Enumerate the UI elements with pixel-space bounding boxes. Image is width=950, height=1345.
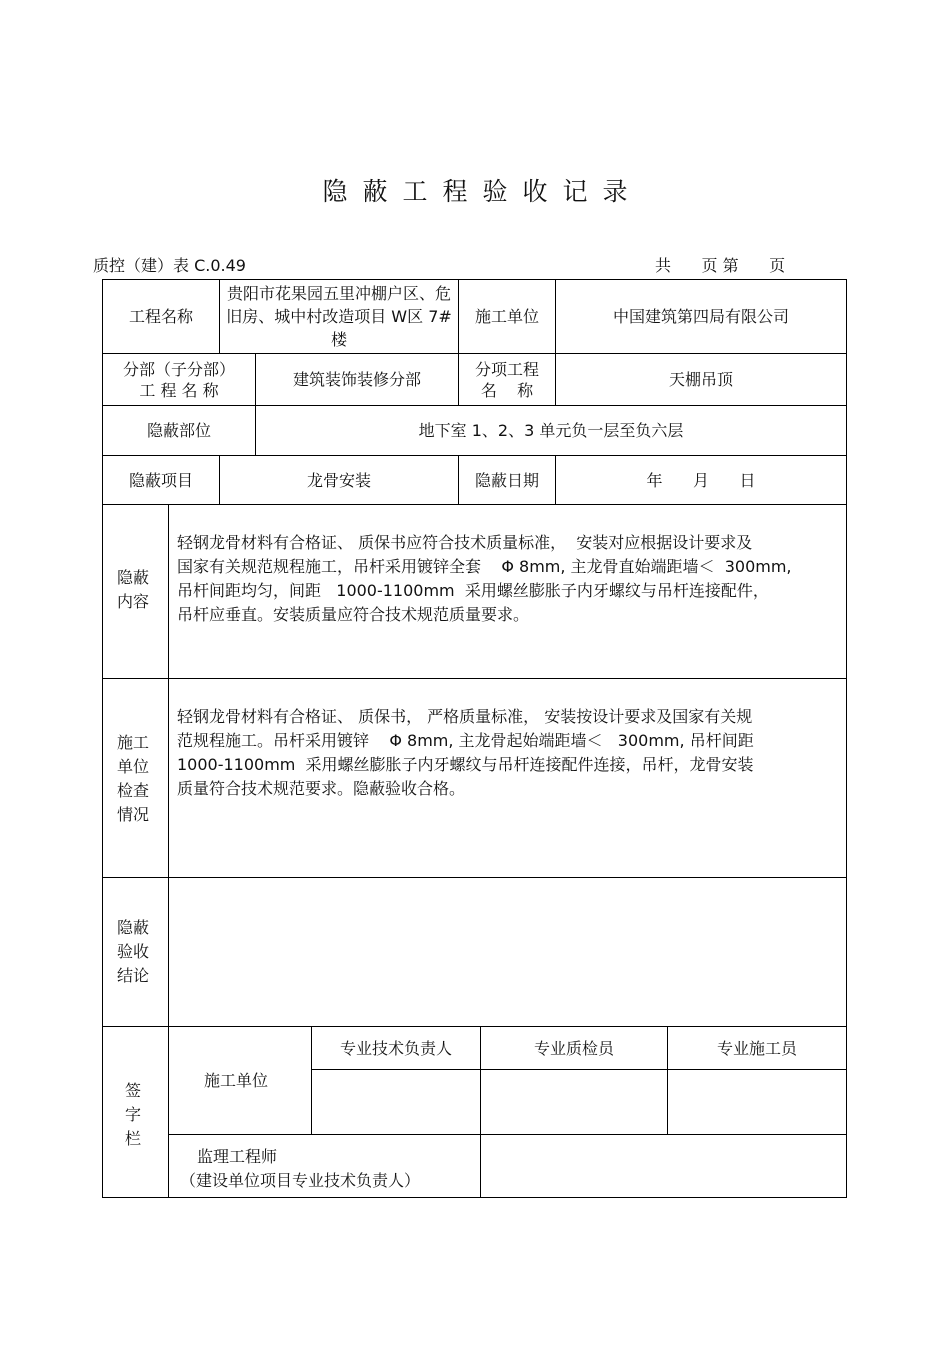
table-border-bottom <box>102 1197 847 1198</box>
page-counter: 共 页 第 页 <box>655 256 786 275</box>
signature-label <box>108 1079 158 1151</box>
supervisor-signature-field[interactable] <box>481 1135 846 1197</box>
construction-unit-label: 施工单位 <box>474 307 539 326</box>
signature-label-line: 签 <box>124 1081 141 1100</box>
table-border-right <box>846 279 847 1198</box>
project-name-value: 贵阳市花果园五里冲棚户区、危旧房、城中村改造项目 W区 7#楼 <box>226 284 452 349</box>
table-rule <box>102 504 847 505</box>
tech-lead-header: 专业技术负责人 <box>339 1038 452 1058</box>
quality-inspector-signature-field[interactable] <box>481 1070 667 1134</box>
signature-construction-unit: 施工单位 <box>203 1071 268 1090</box>
tech-lead-signature-field[interactable] <box>312 1070 480 1134</box>
signature-label-line: 字 <box>124 1105 141 1124</box>
quality-inspector-header: 专业质检员 <box>533 1038 614 1058</box>
form-number: 质控（建）表 C.0.49 <box>93 256 246 275</box>
hidden-location-value: 地下室 1、2、3 单元负一层至负六层 <box>418 421 684 440</box>
content-text <box>177 531 845 627</box>
inspection-label-line: 情况 <box>116 805 149 824</box>
table-rule <box>219 279 220 353</box>
division-label-line2: 工 程 名 称 <box>139 380 219 400</box>
conclusion-field[interactable] <box>169 878 846 1026</box>
inspection-line: 质量符合技术规范要求。隐蔽验收合格。 <box>177 779 466 798</box>
signature-label-line: 栏 <box>124 1129 141 1148</box>
content-label-line: 内容 <box>116 592 149 611</box>
inspection-label-line: 检查 <box>116 781 149 800</box>
subitem-value: 天棚吊顶 <box>668 370 733 389</box>
conclusion-label-line: 验收 <box>116 942 149 961</box>
conclusion-label-line: 结论 <box>116 966 149 985</box>
constructor-signature-field[interactable] <box>668 1070 846 1134</box>
content-line: 吊杆应垂直。安装质量应符合技术规范质量要求。 <box>177 605 530 624</box>
page-title: 隐蔽工程验收记录 <box>322 177 643 206</box>
division-label <box>103 354 255 405</box>
division-label-line1: 分部（子分部） <box>122 359 235 379</box>
hidden-location-label: 隐蔽部位 <box>146 421 211 440</box>
conclusion-label-line: 隐蔽 <box>116 918 149 937</box>
division-value: 建筑装饰装修分部 <box>292 370 421 389</box>
inspection-label-line: 施工 <box>116 733 149 752</box>
hidden-date-value: 年 月 日 <box>646 470 756 490</box>
content-line: 轻钢龙骨材料有合格证、 质保书应符合技术质量标准， 安装对应根据设计要求及 <box>177 533 753 552</box>
hidden-item-label: 隐蔽项目 <box>128 470 193 490</box>
content-label-line: 隐蔽 <box>116 568 149 587</box>
inspection-line: 1000-1100mm 采用螺丝膨胀子内牙螺纹与吊杆连接配件连接，吊杆，龙骨安装 <box>177 755 754 774</box>
subitem-label-line1: 分项工程 <box>474 359 539 379</box>
inspection-line: 轻钢龙骨材料有合格证、 质保书， 严格质量标准， 安装按设计要求及国家有关规 <box>177 707 753 726</box>
supervisor-label-line1: 监理工程师 <box>197 1147 278 1166</box>
hidden-date-label: 隐蔽日期 <box>474 470 539 490</box>
table-rule <box>102 678 847 679</box>
subitem-label-line2: 名 称 <box>480 380 534 400</box>
content-label <box>108 566 158 614</box>
inspection-text <box>177 705 845 801</box>
project-name-label: 工程名称 <box>128 307 193 326</box>
inspection-label-line: 单位 <box>116 757 149 776</box>
construction-unit-value: 中国建筑第四局有限公司 <box>612 307 789 326</box>
subitem-label <box>459 354 555 405</box>
supervisor-label-line2: （建设单位项目专业技术负责人） <box>180 1171 421 1190</box>
conclusion-label <box>108 916 158 988</box>
content-line: 吊杆间距均匀，间距 1000-1100mm 采用螺丝膨胀子内牙螺纹与吊杆连接配件， <box>177 581 769 600</box>
inspection-line: 范规程施工。吊杆采用镀锌 Φ 8mm, 主龙骨起始端距墙＜ 300mm, 吊杆间距 <box>177 731 754 750</box>
supervisor-label <box>180 1145 480 1193</box>
content-line: 国家有关规范规程施工，吊杆采用镀锌全套 Φ 8mm, 主龙骨直始端距墙＜ 300mm, <box>177 557 792 576</box>
constructor-header: 专业施工员 <box>716 1038 797 1058</box>
inspection-label <box>108 731 158 827</box>
hidden-item-value: 龙骨安装 <box>306 470 371 490</box>
